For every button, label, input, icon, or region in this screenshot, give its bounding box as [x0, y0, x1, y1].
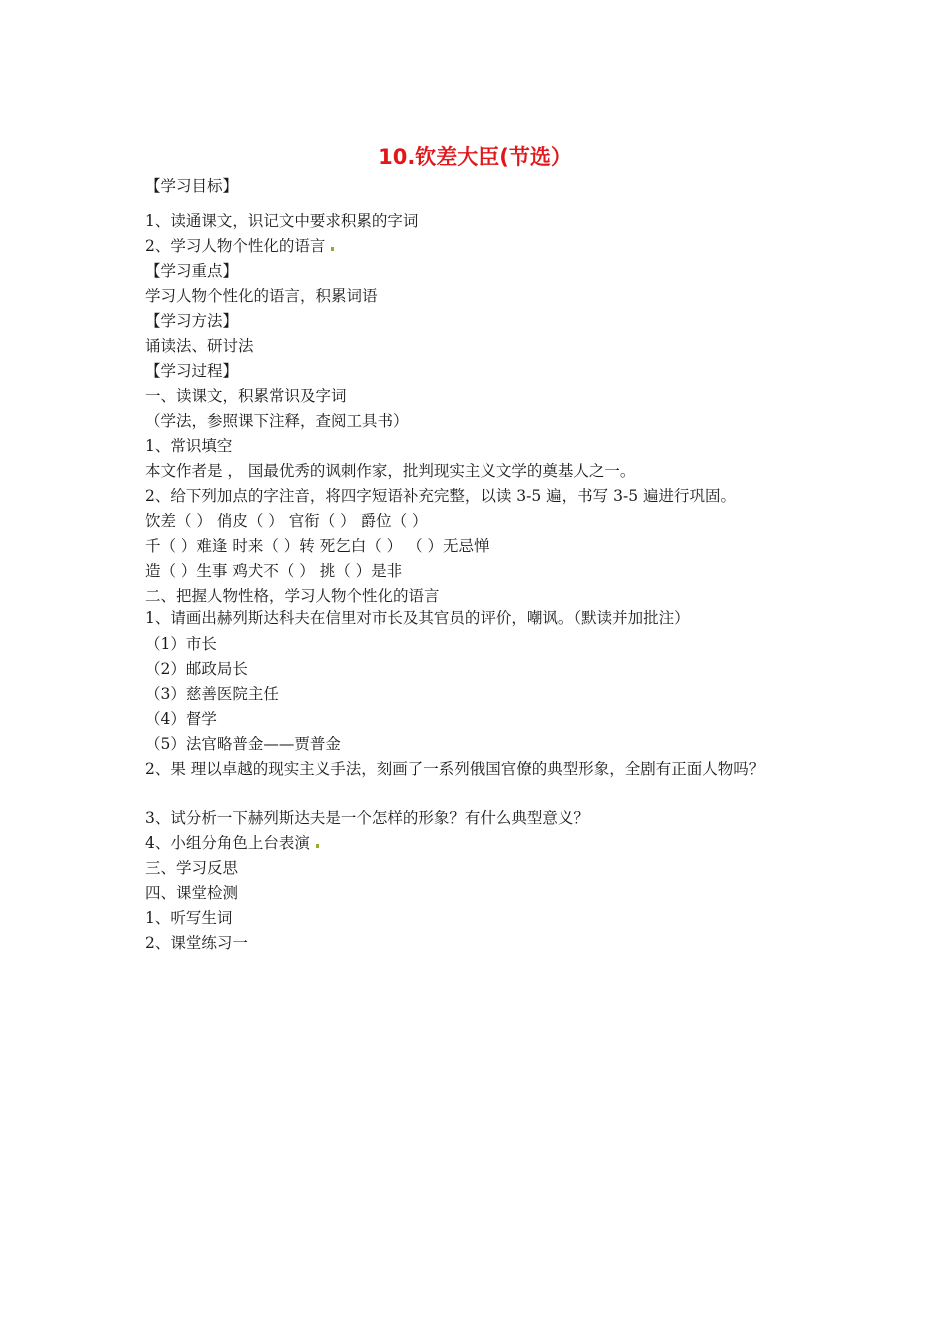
section-four-heading: 四、课堂检测 — [145, 884, 239, 902]
check-item-2: 2、课堂练习一 — [145, 934, 248, 952]
section-one-heading: 一、读课文，积累常识及字词 — [145, 387, 347, 405]
idiom-row-1: 千（ ）难逢 时来（ ）转 死乞白（ ） （ ）无忌惮 — [145, 537, 490, 555]
goal-item-2: 2、学习人物个性化的语言 — [145, 236, 335, 256]
heading-learning-goals: 【学习目标】 — [145, 177, 239, 195]
author-fill-blank: 本文作者是 ， 国最优秀的讽刺作家，批判现实主义文学的奠基人之一。 — [145, 462, 636, 480]
answer-item-4: （4）督学 — [145, 710, 217, 728]
question-4: 4、小组分角色上台表演 — [145, 833, 320, 853]
answer-item-1: （1）市长 — [145, 635, 217, 653]
answer-item-3: （3）慈善医院主任 — [145, 685, 279, 703]
heading-learning-process: 【学习过程】 — [145, 362, 239, 380]
check-item-1: 1、听写生词 — [145, 909, 233, 927]
heading-learning-methods: 【学习方法】 — [145, 312, 239, 330]
section-two-heading: 二、把握人物性格，学习人物个性化的语言 — [145, 587, 440, 605]
document-title: 10.钦差大臣(节选） — [378, 145, 572, 169]
methods-text: 诵读法、研讨法 — [145, 337, 254, 355]
heading-key-points: 【学习重点】 — [145, 262, 239, 280]
section-three-heading: 三、学习反思 — [145, 859, 239, 877]
ink-dot-mark — [331, 247, 334, 251]
pinyin-instruction: 2、给下列加点的字注音，将四字短语补充完整，以读 3-5 遍，书写 3-5 遍进行巩固。 — [145, 487, 736, 505]
key-points-text: 学习人物个性化的语言，积累词语 — [145, 287, 378, 305]
idiom-row-2: 造（ ）生事 鸡犬不（ ） 挑（ ）是非 — [145, 562, 403, 580]
answer-item-5: （5）法官略普金——贾普金 — [145, 735, 341, 753]
answer-item-2: （2）邮政局长 — [145, 660, 248, 678]
question-3: 3、试分析一下赫列斯达夫是一个怎样的形象？有什么典型意义？ — [145, 809, 589, 827]
pinyin-row-1: 饮差（ ） 俏皮（ ） 官衔（ ） 爵位（ ） — [145, 512, 428, 530]
question-1: 1、请画出赫列斯达科夫在信里对市长及其官员的评价，嘲讽。（默读并加批注） — [145, 609, 690, 627]
study-method-note: （学法，参照课下注释，查阅工具书） — [145, 412, 409, 430]
question-2: 2、果 理以卓越的现实主义手法，刻画了一系列俄国官僚的典型形象，全剧有正面人物吗？ — [145, 760, 765, 778]
goal-item-1: 1、读通课文，识记文中要求积累的字词 — [145, 212, 419, 230]
ink-dot-mark — [316, 844, 319, 848]
knowledge-fill-heading: 1、常识填空 — [145, 437, 233, 455]
